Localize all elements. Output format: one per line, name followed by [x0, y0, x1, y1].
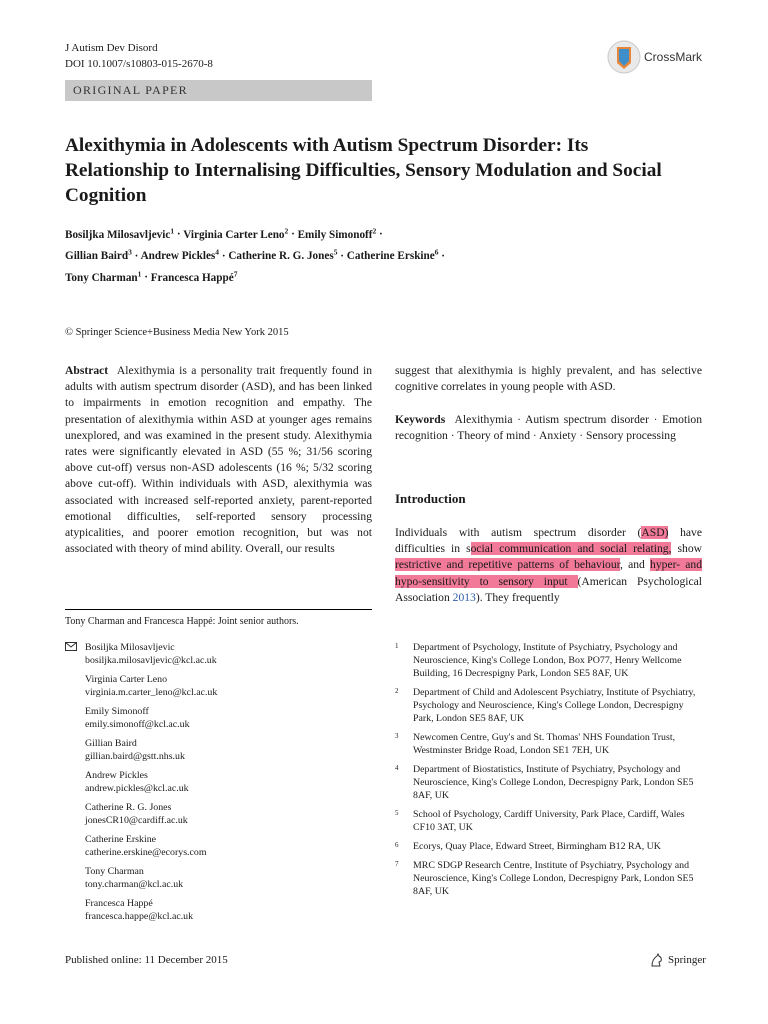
affiliation-number: 4	[395, 764, 399, 772]
keywords	[395, 412, 702, 444]
contact-entry	[65, 865, 375, 891]
joint-authors-note: Tony Charman and Francesca Happé: Joint senior authors.	[65, 616, 299, 627]
author-affiliation-number: 3	[128, 247, 132, 257]
author	[183, 226, 289, 241]
affiliation	[395, 731, 705, 757]
contact-entry	[65, 801, 375, 827]
contact-email[interactable]: bosiljka.milosavljevic@kcl.ac.uk	[85, 655, 217, 666]
journal-name: J Autism Dev Disord	[65, 42, 158, 54]
publisher-name: Springer	[668, 954, 706, 966]
affiliation	[395, 641, 705, 680]
author	[228, 247, 338, 263]
affiliation-list	[395, 641, 705, 904]
contact-name: Francesca Happé	[85, 898, 153, 909]
contact-entry	[65, 737, 375, 763]
contact-email[interactable]: francesca.happe@kcl.ac.uk	[85, 911, 194, 922]
affiliation-number: 1	[395, 642, 399, 650]
citation-link[interactable]: 2013	[452, 590, 476, 604]
contact-email[interactable]: andrew.pickles@kcl.ac.uk	[85, 783, 189, 794]
intro-text-4: , and	[620, 558, 651, 572]
contact-entry	[65, 673, 375, 699]
abstract-continued: suggest that alexithymia is highly prevalent, and has selective cognitive correlates in young people with ASD.	[395, 364, 702, 394]
crossmark-badge[interactable]	[607, 38, 707, 76]
contact-email[interactable]: tony.charman@kcl.ac.uk	[85, 879, 184, 890]
author-affiliation-number: 2	[372, 226, 377, 235]
intro-text-1: Individuals with autism spectrum disorder (	[395, 526, 642, 539]
affiliation	[395, 840, 705, 853]
highlight-asd: ASD)	[641, 526, 669, 539]
article-type-label: ORIGINAL PAPER	[73, 83, 188, 97]
contact-email[interactable]: jonesCR10@cardiff.ac.uk	[85, 815, 188, 826]
affiliation	[395, 686, 705, 725]
springer-logo	[649, 952, 706, 968]
highlight-social: ocial communication and social relating,	[470, 542, 672, 556]
contact-email[interactable]: catherine.erskine@ecorys.com	[85, 847, 207, 858]
article-type-banner	[65, 80, 372, 101]
author-name: Francesca Happé	[150, 272, 234, 285]
article-title: Alexithymia in Adolescents with Autism Spectrum Disorder: Its Relationship to Internalising Difficulties, Sensory Modulation and Social Cognition	[65, 135, 662, 206]
affiliation	[395, 808, 705, 834]
author-affiliation-number: 7	[233, 269, 238, 279]
contact-entry	[65, 897, 375, 923]
author	[65, 226, 175, 241]
abstract	[65, 363, 372, 557]
author	[346, 247, 439, 263]
envelope-icon	[65, 642, 77, 655]
intro-text-5: (American Psychological Association	[395, 574, 702, 604]
affiliation-text: Department of Biostatistics, Institute of Psychiatry, Psychology and Neuroscience, King's College London, Decrespigny Park, London SE5 8AF, UK	[413, 764, 694, 801]
keywords-text: Alexithymia · Autism spectrum disorder · Emotion recognition · Theory of mind · Anxiety · Sensory processing	[395, 413, 703, 443]
affiliation-number: 3	[395, 732, 399, 740]
contact-name: Catherine Erskine	[85, 834, 157, 845]
author-affiliation-number: 6	[434, 247, 439, 257]
contact-entry	[65, 833, 375, 859]
author	[65, 269, 142, 285]
published-date: Published online: 11 December 2015	[65, 954, 228, 966]
doi[interactable]: DOI 10.1007/s10803-015-2670-8	[65, 58, 213, 70]
author	[65, 247, 132, 263]
footnote-divider	[65, 609, 372, 610]
journal-header	[65, 40, 213, 72]
affiliation-text: Ecorys, Quay Place, Edward Street, Birmingham B12 RA, UK	[413, 841, 661, 852]
affiliation-number: 5	[395, 809, 399, 817]
author	[140, 247, 220, 263]
author-name: Tony Charman	[65, 272, 138, 285]
contact-name: Tony Charman	[85, 866, 144, 877]
contact-entry	[65, 769, 375, 795]
contact-entry	[65, 705, 375, 731]
abstract-text: Alexithymia is a personality trait frequently found in adults with autism spectrum disorder (ASD), and has been linked to impairments in emotion recognition and empathy. The presentation of alexithymia within ASD at younger ages remains unexplored, and was examined in the present study. Alexithymia rates were significantly elevated in ASD (55 %; 31/56 scoring above cut-off) versus non-ASD adolescents (16 %; 5/32 scoring above cut-off). Within individuals with ASD, alexithymia was associated with increased self-reported anxiety, parent-reported emotional difficulties, self-reported sensory processing atypicalities, and poorer emotion recognition, but was not associated with theory of mind ability. Overall, our results	[65, 364, 373, 556]
contact-email[interactable]: virginia.m.carter_leno@kcl.ac.uk	[85, 687, 218, 698]
contact-email[interactable]: emily.simonoff@kcl.ac.uk	[85, 719, 190, 730]
affiliation-text: School of Psychology, Cardiff University, Park Place, Cardiff, Wales CF10 3AT, UK	[413, 809, 685, 833]
keywords-label: Keywords	[395, 413, 446, 426]
author-name: Bosiljka Milosavljevic	[65, 228, 171, 241]
author-name: Virginia Carter Leno	[183, 228, 285, 241]
contact-name: Virginia Carter Leno	[85, 674, 168, 685]
author-name: Catherine Erskine	[346, 250, 435, 263]
author-affiliation-number: 4	[215, 247, 220, 257]
author-affiliation-number: 1	[137, 269, 142, 279]
contact-name: Emily Simonoff	[85, 706, 149, 717]
affiliation-text: Department of Child and Adolescent Psychiatry, Institute of Psychiatry, Psychology and Neuroscience, King's College London, Decrespigny Park, London SE5 8AF, UK	[413, 687, 696, 724]
contact-list	[65, 641, 375, 929]
author-affiliation-number: 5	[333, 247, 338, 257]
author-name: Andrew Pickles	[140, 250, 216, 263]
author-affiliation-number: 1	[170, 226, 175, 235]
springer-horse-icon	[649, 952, 665, 968]
crossmark-label: CrossMark	[644, 50, 703, 64]
contact-name: Gillian Baird	[85, 738, 137, 749]
author	[150, 269, 238, 285]
affiliation-number: 2	[395, 687, 399, 695]
highlight-restrictive: restrictive and repetitive patterns of behaviour	[395, 558, 621, 572]
introduction-heading: Introduction	[395, 491, 466, 506]
highlight-sensory: hyper- and hypo-sensitivity to sensory input	[395, 558, 702, 588]
affiliation	[395, 763, 705, 802]
affiliation-text: MRC SDGP Research Centre, Institute of Psychiatry, Psychology and Neuroscience, King's College London, Decrespigny Park, London SE5 8AF, UK	[413, 860, 694, 897]
copyright: © Springer Science+Business Media New York 2015	[65, 327, 289, 338]
author-list: Bosiljka Milosavljevic$^1$ · Virginia Carter Leno$^2$ · Emily Simonoff$^2$ · Gillian Baird$^3$ · Andrew Pickles$^4$ · Catherine R. G. Jones$^5$ · Catherine Erskine$^6$ · Tony Charman$^1$ · Francesca Happé$^7$	[65, 226, 445, 285]
affiliation-text: Department of Psychology, Institute of Psychiatry, Psychology and Neuroscience, King's College London, Box PO77, Henry Wellcome Building, 16 Decrespigny Park, London SE5 8AF, UK	[413, 642, 682, 679]
affiliation-number: 6	[395, 841, 399, 849]
affiliation-text: Newcomen Centre, Guy's and St. Thomas' NHS Foundation Trust, Westminster Bridge Road, London SE1 7EH, UK	[413, 732, 676, 756]
abstract-label: Abstract	[65, 364, 109, 377]
contact-name: Bosiljka Milosavljevic	[85, 642, 175, 653]
affiliation-number: 7	[395, 860, 399, 868]
contact-name: Catherine R. G. Jones	[85, 802, 172, 813]
contact-email[interactable]: gillian.baird@gstt.nhs.uk	[85, 751, 185, 762]
author	[297, 226, 377, 241]
intro-text-2: have difficulties in s	[395, 526, 702, 556]
intro-text-3: show	[671, 542, 702, 556]
contact-entry	[65, 641, 375, 667]
author-name: Gillian Baird	[65, 250, 129, 263]
crossmark-icon	[607, 39, 641, 75]
author-affiliation-number: 2	[284, 226, 289, 235]
author-name: Emily Simonoff	[297, 228, 373, 241]
introduction-paragraph	[395, 525, 702, 606]
author-name: Catherine R. G. Jones	[228, 250, 334, 263]
affiliation	[395, 859, 705, 898]
intro-text-6: ). They frequently	[475, 590, 560, 604]
contact-name: Andrew Pickles	[85, 770, 148, 781]
